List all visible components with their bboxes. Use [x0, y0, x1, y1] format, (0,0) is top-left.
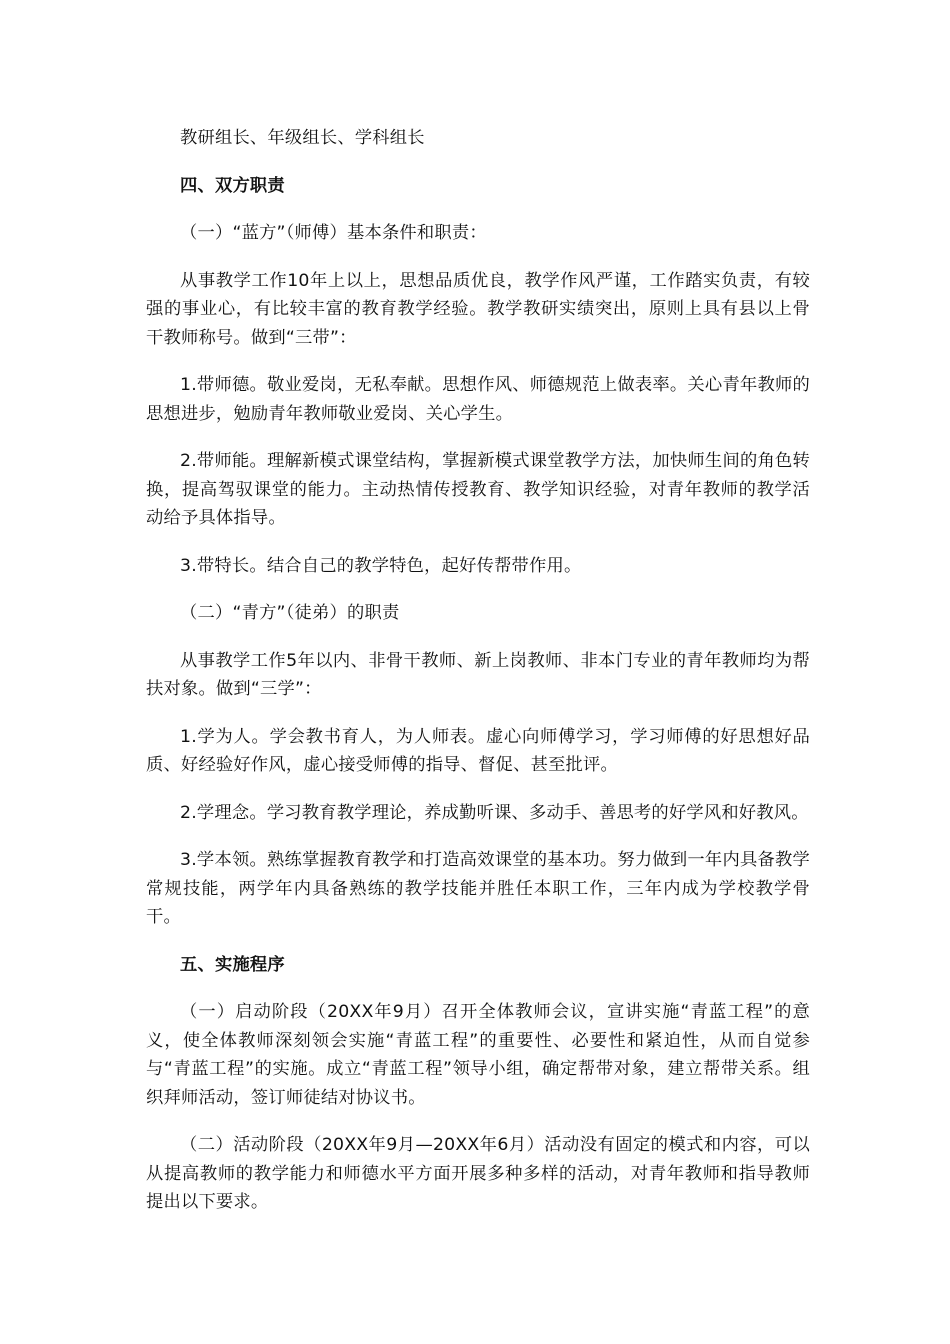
section-heading-duties: 四、双方职责: [180, 175, 285, 196]
section-heading-procedure: 五、实施程序: [180, 954, 285, 975]
paragraph-apprentice-skills: 3.学本领。熟练掌握教育教学和打造高效课堂的基本功。努力做到一年内具备教学常规技能，两学年内具备熟练的教学技能并胜任本职工作，三年内成为学校教学骨干。: [146, 850, 810, 927]
paragraph-mentor-specialty: 3.带特长。结合自己的教学特色，起好传帮带作用。: [180, 555, 582, 576]
subheading-mentor: （一）“蓝方”（师傅）基本条件和职责：: [180, 223, 487, 243]
paragraph-role-list: 教研组长、年级组长、学科组长: [180, 128, 425, 148]
paragraph-mentor-requirements: 从事教学工作10年上以上，思想品质优良，教学作风严谨，工作踏实负责，有较强的事业心，有比较丰富的教育教学经验。教学教研实绩突出，原则上具有县以上骨干教师称号。做到“三带”：: [146, 270, 810, 348]
paragraph-activity-phase: （二）活动阶段（20XX年9月—20XX年6月）活动没有固定的模式和内容，可以从提高教师的教学能力和师德水平方面开展多种多样的活动，对青年教师和指导教师提出以下要求。: [146, 1135, 810, 1212]
paragraph-apprentice-conduct: 1.学为人。学会教书育人，为人师表。虚心向师傅学习，学习师傅的好思想好品质、好经验好作风，虚心接受师傅的指导、督促、甚至批评。: [146, 726, 810, 775]
subheading-apprentice: （二）“青方”（徒弟）的职责: [180, 603, 400, 623]
paragraph-mentor-ability: 2.带师能。理解新模式课堂结构，掌握新模式课堂教学方法，加快师生间的角色转换，提高驾驭课堂的能力。主动热情传授教育、教学知识经验，对青年教师的教学活动给予具体指导。: [146, 451, 810, 528]
paragraph-startup-phase: （一）启动阶段（20XX年9月）召开全体教师会议，宣讲实施“青蓝工程”的意义，使全体教师深刻领会实施“青蓝工程”的重要性、必要性和紧迫性，从而自觉参与“青蓝工程”的实施。成立“青蓝工程”领导小组，确定帮带对象，建立帮带关系。组织拜师活动，签订师徒结对协议书。: [146, 1002, 810, 1108]
paragraph-apprentice-scope: 从事教学工作5年以内、非骨干教师、新上岗教师、非本门专业的青年教师均为帮扶对象。做到“三学”：: [146, 650, 810, 699]
paragraph-apprentice-ideas: 2.学理念。学习教育教学理论，养成勤听课、多动手、善思考的好学风和好教风。: [180, 802, 809, 823]
paragraph-mentor-ethics: 1.带师德。敬业爱岗，无私奉献。思想作风、师德规范上做表率。关心青年教师的思想进步，勉励青年教师敬业爱岗、关心学生。: [146, 375, 810, 424]
document-page: [146, 124, 810, 1236]
